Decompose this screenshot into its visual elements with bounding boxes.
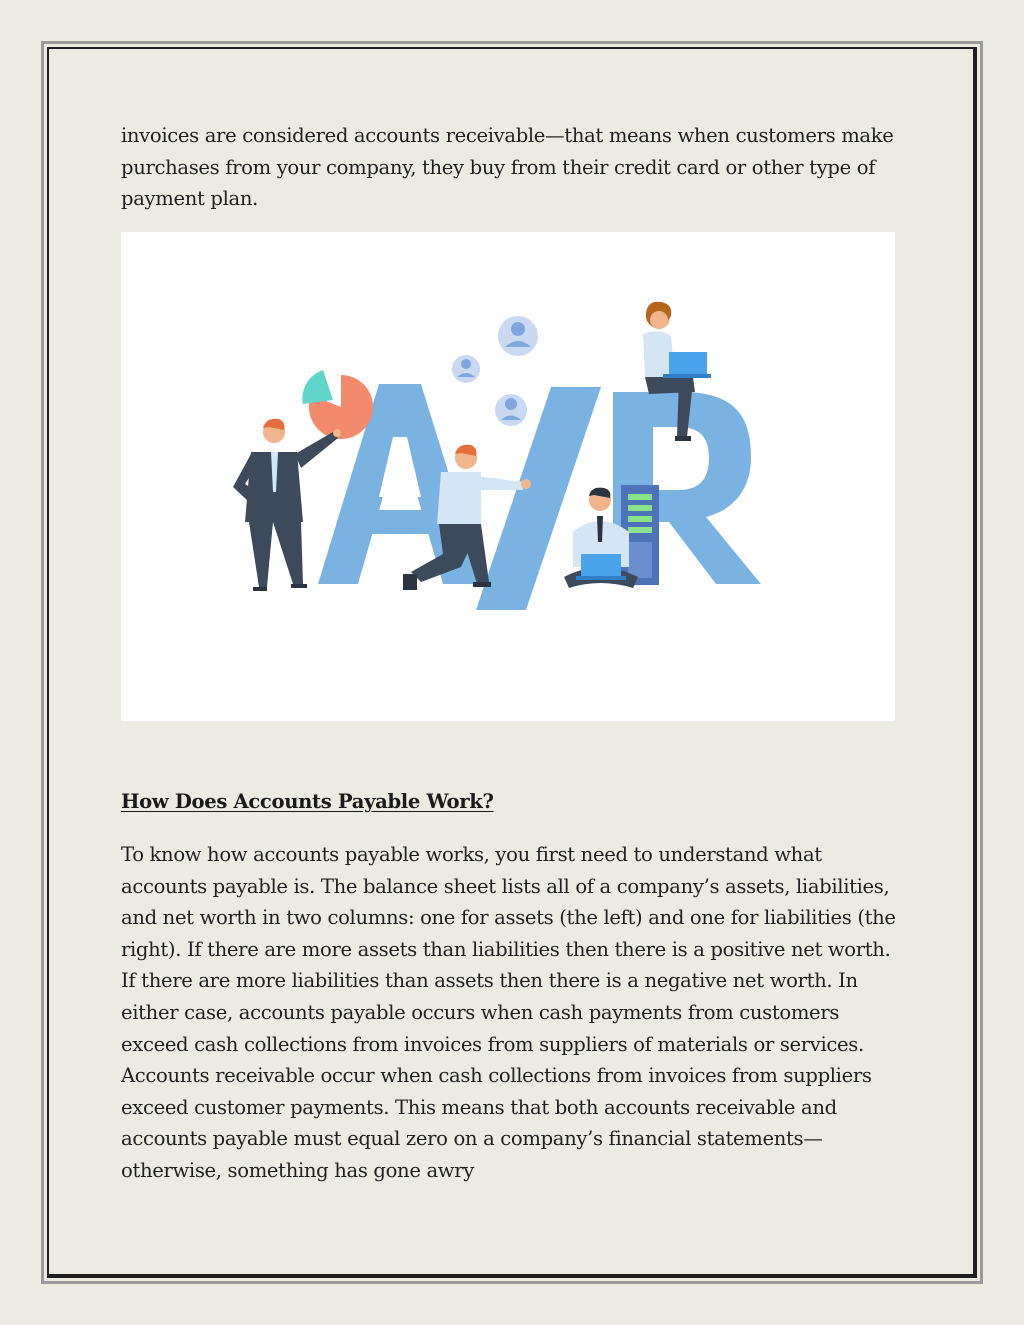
intro-paragraph: invoices are considered accounts receivable—that means when customers make purchases from your company, they buy from their credit card or other type of payment plan.	[121, 124, 894, 211]
accounts-receivable-illustration	[121, 232, 895, 721]
section-heading: How Does Accounts Payable Work?	[121, 790, 494, 813]
user-bubble-icon	[452, 316, 538, 426]
body-paragraph: To know how accounts payable works, you first need to understand what accounts payable is. The balance sheet lists all of a company’s assets, liabilities, and net worth in two columns: one for assets (the left) and one for liabilities (the right). If there are more assets than liabilities then there is a positive net worth. If there are more liabilities than assets then there is a negative net worth. In either case, accounts payable occurs when cash payments from customers exceed cash collections from invoices from suppliers of materials or services. Accounts receivable occur when cash collections from invoices from suppliers exceed customer payments. This means that both accounts receivable and accounts payable must equal zero on a company’s financial statements—otherwise, something has gone awry	[121, 843, 896, 1182]
pie-chart-icon	[302, 370, 373, 439]
